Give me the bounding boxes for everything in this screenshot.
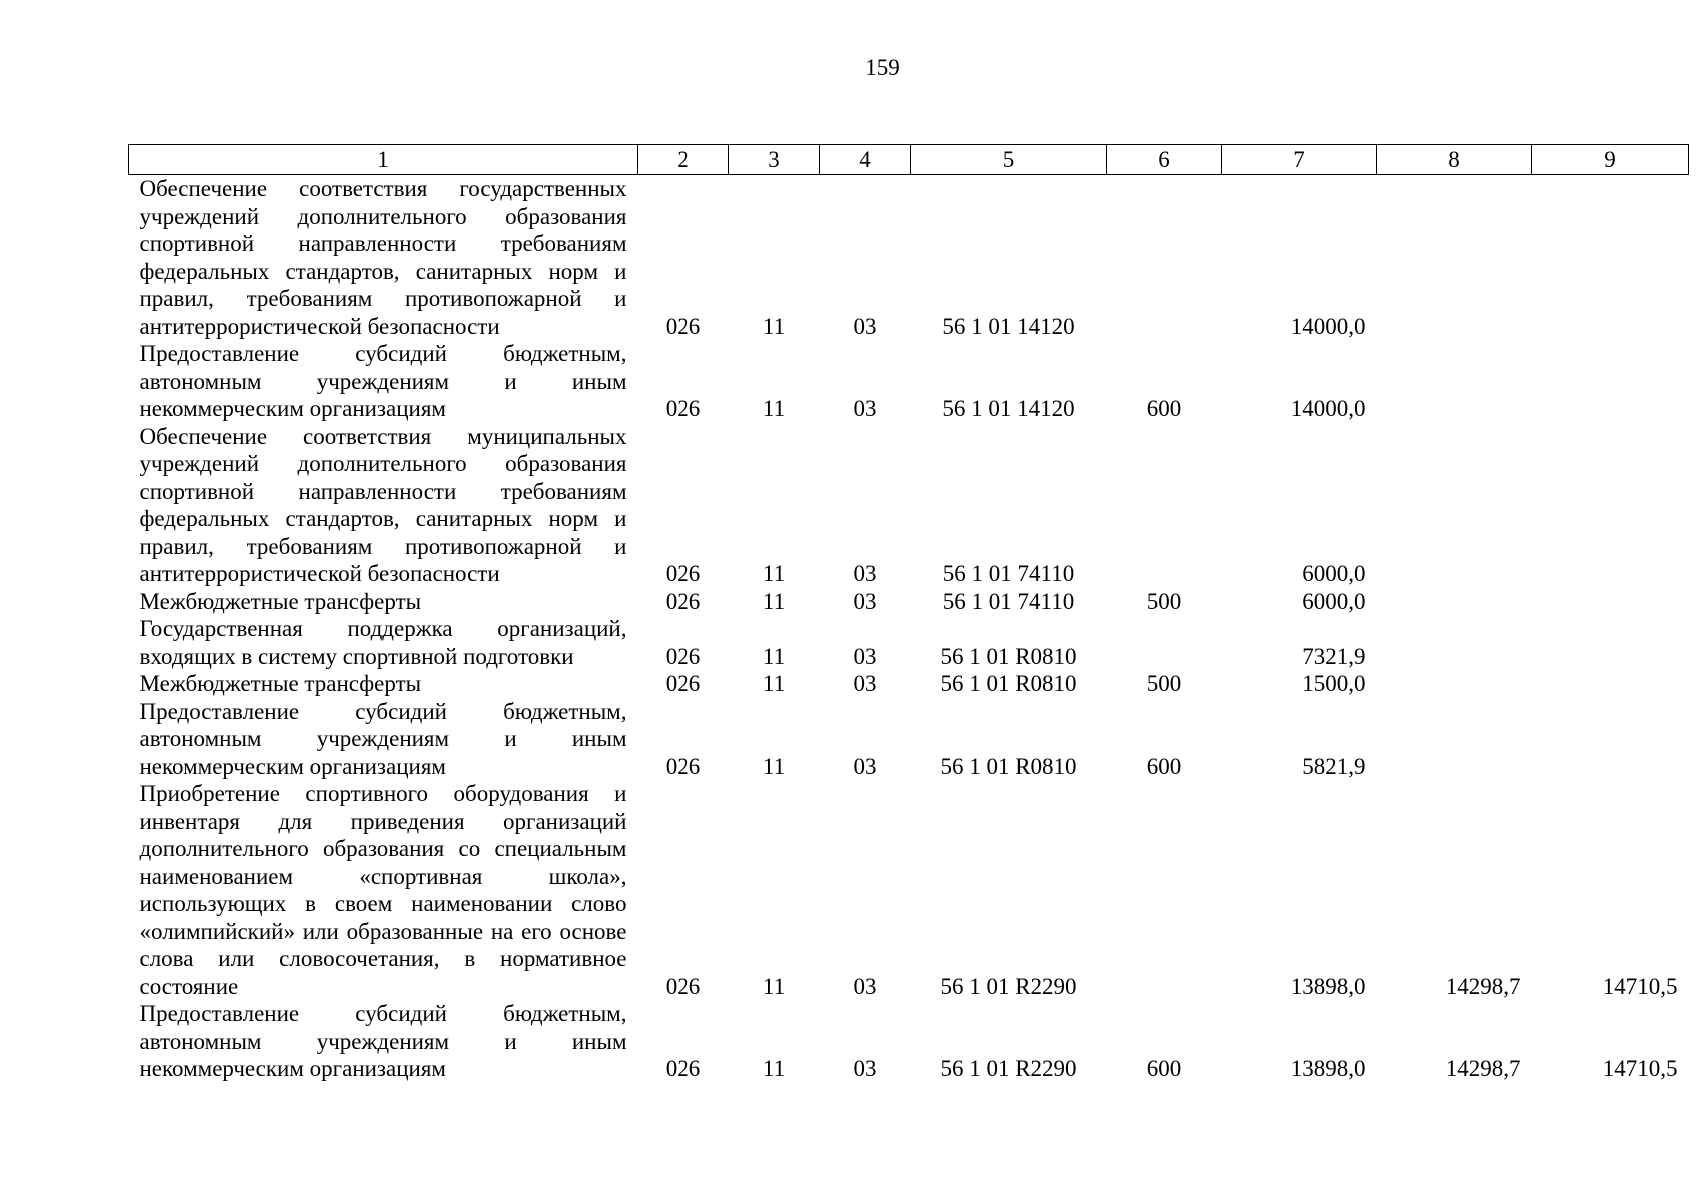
ministry-code: 026	[665, 671, 701, 696]
subsection-code: 03	[853, 588, 877, 614]
expense-name: Предоставление субсидий бюджетным, автономным учреждениям и иным некоммерческим организациям	[139, 698, 627, 779]
section-code: 11	[762, 671, 786, 696]
expense-name: Обеспечение соответствия государственных учреждений дополнительного образования спортивной направленности требованиям федеральных стандартов, санитарных норм и правил, требованиям противопожарной и антитеррористической безопасности	[139, 176, 627, 339]
table-row	[129, 588, 1689, 616]
amount-col-9	[1532, 423, 1689, 588]
expense-name: Государственная поддержка организаций, входящих в систему спортивной подготовки	[139, 616, 627, 669]
target-article-code: 56 1 01 74110	[942, 561, 1075, 586]
table-row	[129, 670, 1689, 698]
section-code: 11	[762, 643, 786, 669]
expense-type-code: 500	[1146, 671, 1182, 696]
target-article-code: 56 1 01 R2290	[940, 1056, 1077, 1081]
ministry-code: 026	[665, 753, 701, 779]
section-code: 11	[762, 973, 786, 999]
expense-type-code	[1107, 780, 1222, 1000]
amount-col-9: 14710,5	[1602, 1056, 1678, 1081]
amount-col-9	[1532, 698, 1689, 781]
ministry-code: 026	[665, 561, 701, 586]
subsection-code: 03	[853, 561, 877, 586]
ministry-code: 026	[665, 313, 701, 339]
amount-col-9	[1532, 670, 1689, 698]
page-number: 159	[865, 55, 900, 80]
section-code: 11	[762, 396, 786, 421]
table-body	[129, 175, 1689, 1083]
subsection-code: 03	[853, 671, 877, 696]
target-article-code: 56 1 01 R0810	[940, 671, 1077, 696]
subsection-code: 03	[853, 753, 877, 779]
amount-col-7: 6000,0	[1302, 588, 1366, 614]
expense-type-code	[1107, 615, 1222, 670]
table-row	[129, 615, 1689, 670]
amount-col-9	[1532, 175, 1689, 341]
subsection-code: 03	[853, 643, 877, 669]
target-article-code: 56 1 01 R0810	[940, 643, 1077, 669]
column-header: 8	[1377, 145, 1532, 175]
ministry-code: 026	[665, 1056, 701, 1081]
target-article-code: 56 1 01 R0810	[940, 753, 1077, 779]
column-header: 4	[820, 145, 911, 175]
amount-col-8	[1377, 340, 1532, 423]
expense-name: Приобретение спортивного оборудования и инвентаря для приведения организаций дополнительного образования со специальным наименованием «спортивная школа», использующих в своем наименовании слово «олимпийский» или образованные на его основе слова или словосочетания, в нормативное состояние	[139, 781, 627, 999]
amount-col-7: 13898,0	[1290, 973, 1366, 999]
table-row	[129, 175, 1689, 341]
expense-name: Предоставление субсидий бюджетным, автономным учреждениям и иным некоммерческим организациям	[139, 1001, 627, 1081]
section-code: 11	[762, 313, 786, 339]
expense-name: Обеспечение соответствия муниципальных учреждений дополнительного образования спортивной направленности требованиям федеральных стандартов, санитарных норм и правил, требованиям противопожарной и антитеррористической безопасности	[139, 423, 627, 586]
amount-col-9	[1532, 588, 1689, 616]
header-row	[129, 145, 1689, 175]
ministry-code: 026	[665, 588, 701, 614]
subsection-code: 03	[853, 973, 877, 999]
amount-col-9	[1532, 340, 1689, 423]
amount-col-8: 14298,7	[1445, 973, 1521, 999]
section-code: 11	[762, 561, 786, 586]
table-row	[129, 340, 1689, 423]
ministry-code: 026	[665, 643, 701, 669]
amount-col-8	[1377, 698, 1532, 781]
ministry-code: 026	[665, 396, 701, 421]
section-code: 11	[762, 588, 786, 614]
budget-table	[128, 144, 1689, 1083]
expense-name: Предоставление субсидий бюджетным, автономным учреждениям и иным некоммерческим организациям	[139, 341, 627, 421]
expense-type-code	[1107, 175, 1222, 341]
amount-col-7: 13898,0	[1290, 1056, 1366, 1081]
column-header: 3	[729, 145, 820, 175]
amount-col-8	[1377, 423, 1532, 588]
amount-col-8	[1377, 615, 1532, 670]
column-header: 2	[638, 145, 729, 175]
amount-col-7: 6000,0	[1302, 561, 1366, 586]
amount-col-8	[1377, 588, 1532, 616]
expense-type-code: 500	[1146, 588, 1182, 614]
amount-col-8	[1377, 670, 1532, 698]
amount-col-9: 14710,5	[1602, 973, 1678, 999]
target-article-code: 56 1 01 74110	[942, 588, 1075, 614]
expense-name: Межбюджетные трансферты	[139, 588, 422, 614]
amount-col-7: 7321,9	[1302, 643, 1366, 669]
section-code: 11	[762, 753, 786, 779]
column-header: 9	[1532, 145, 1689, 175]
target-article-code: 56 1 01 14120	[942, 313, 1075, 339]
table-header	[129, 145, 1689, 175]
subsection-code: 03	[853, 1056, 877, 1081]
subsection-code: 03	[853, 396, 877, 421]
expense-name: Межбюджетные трансферты	[139, 671, 422, 696]
column-header: 6	[1107, 145, 1222, 175]
table-row	[129, 423, 1689, 588]
section-code: 11	[762, 1056, 786, 1081]
column-header: 1	[129, 145, 638, 175]
table-row	[129, 780, 1689, 1000]
column-header: 5	[911, 145, 1107, 175]
subsection-code: 03	[853, 313, 877, 339]
amount-col-7: 1500,0	[1302, 671, 1366, 696]
ministry-code: 026	[665, 973, 701, 999]
amount-col-7: 14000,0	[1290, 313, 1366, 339]
amount-col-7: 14000,0	[1290, 396, 1366, 421]
amount-col-9	[1532, 615, 1689, 670]
expense-type-code: 600	[1146, 1056, 1182, 1081]
target-article-code: 56 1 01 R2290	[940, 973, 1077, 999]
target-article-code: 56 1 01 14120	[942, 396, 1075, 421]
amount-col-7: 5821,9	[1302, 753, 1366, 779]
amount-col-8	[1377, 175, 1532, 341]
expense-type-code: 600	[1146, 753, 1182, 779]
column-header: 7	[1222, 145, 1377, 175]
expense-type-code	[1107, 423, 1222, 588]
expense-type-code: 600	[1146, 396, 1182, 421]
amount-col-8: 14298,7	[1445, 1056, 1521, 1081]
table-row	[129, 698, 1689, 781]
table-row	[129, 1000, 1689, 1083]
